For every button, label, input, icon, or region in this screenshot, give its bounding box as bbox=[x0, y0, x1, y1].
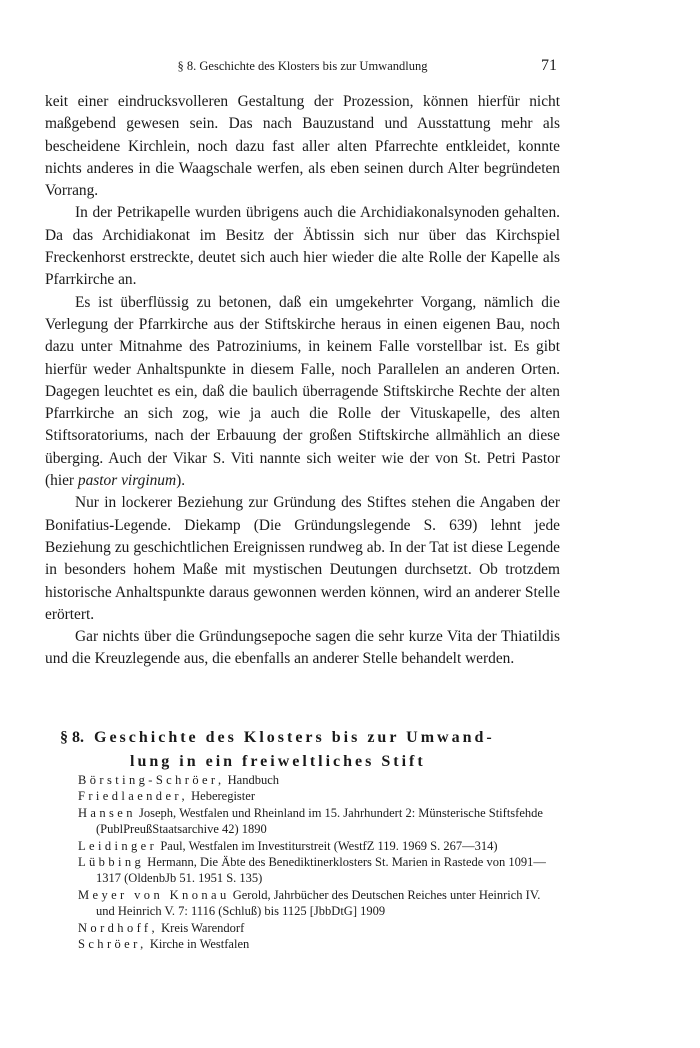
running-title: § 8. Geschichte des Klosters bis zur Umwandlung bbox=[177, 59, 428, 73]
bibliography-text: Hermann, Die Äbte des Benediktinerklosters St. Marien in Rastede von 1091—1317 (OldenbJb 51. 1951 S. 135) bbox=[96, 855, 546, 886]
paragraph-text: Gar nichts über die Gründungsepoche sagen die sehr kurze Vita der Thiatildis und die Kreuzlegende aus, die ebenfalls an anderer Stelle behandelt werden. bbox=[45, 628, 560, 668]
body-text bbox=[45, 91, 560, 671]
bibliography-author: Meyer von Knonau bbox=[78, 887, 230, 902]
bibliography-entry bbox=[78, 838, 558, 854]
page-number: 71 bbox=[541, 57, 557, 74]
bibliography-text: Joseph, Westfalen und Rheinland im 15. Jahrhundert 2: Münsterische Stiftsfehde (PublPreußStaatsarchive 42) 1890 bbox=[96, 805, 543, 837]
bibliography-author: Lübbing bbox=[78, 855, 145, 870]
section-title-line-1: Geschichte des Klosters bis zur Umwand- bbox=[94, 729, 495, 747]
bibliography-text: Kirche in Westfalen bbox=[146, 937, 250, 952]
paragraph bbox=[45, 202, 560, 291]
italic-term: pastor virginum bbox=[77, 472, 177, 490]
bibliography-author: Hansen bbox=[78, 805, 136, 820]
paragraph bbox=[45, 292, 560, 493]
paragraph-text: keit einer eindrucksvolleren Gestaltung der Prozession, können hierfür nicht maßgebend gewesen sein. Das nach Bauzustand und Ausstattung mehr als bescheidene Kirchlein, noch dazu fast aller alten Pfarrechte entkleidet, konnte nichts anderes in die Waagschale werfen, als eben seinen durch Alter begründeten Vorrang. bbox=[45, 93, 560, 200]
bibliography-author: Friedlaender, bbox=[78, 789, 188, 804]
bibliography-author: Börsting-Schröer, bbox=[78, 773, 225, 787]
bibliography-author: Nordhoff, bbox=[78, 920, 159, 935]
bibliography-entry bbox=[78, 920, 558, 936]
section-title-line-2: lung in ein freiweltliches Stift bbox=[130, 753, 426, 771]
paragraph-text: Es ist überflüssig zu betonen, daß ein umgekehrter Vorgang, nämlich die Verlegung der Pfarrkirche aus der Stiftskirche heraus in einen eigenen Bau, noch dazu unter Mitnahme des Patroziniums, in keinem Falle vorstellbar ist. Es gibt hierfür weder Anhaltspunkte in diesem Falle, noch Parallelen an anderen Orten. Dagegen leuchtet es ein, daß die baulich überragende Stiftskirche Rechte der alten Pfarrkirche an sich zog, wie ja auch die Rolle der Vituskapelle, des alten Stiftsoratoriums, nach der Erbauung der großen Stiftskirche allmählich an diese überging. Auch der Vikar S. Viti nannte sich weiter wie der von St. Petri Pastor (hier bbox=[45, 293, 560, 490]
section-sign: § 8. bbox=[60, 729, 84, 747]
bibliography-entry bbox=[78, 936, 558, 952]
paragraph-text: Nur in lockerer Beziehung zur Gründung des Stiftes stehen die Angaben der Bonifatius-Legende. Diekamp (Die Gründungslegende S. 639) lehnt jede Beziehung zu geschichtlichen Ereignissen rundweg ab. In der Tat ist diese Legende in besonders hohem Maße mit mystischen Deutungen durchsetzt. Ob trotzdem historische Anhaltspunkte daraus gewonnen werden können, wird an anderer Stelle erörtert. bbox=[45, 494, 560, 623]
paragraph bbox=[45, 91, 560, 202]
paragraph bbox=[45, 626, 560, 671]
bibliography-entry bbox=[78, 805, 558, 838]
paragraph-text: ). bbox=[176, 472, 186, 490]
paragraph bbox=[45, 492, 560, 626]
bibliography-entry bbox=[78, 854, 558, 887]
bibliography-text: Paul, Westfalen im Investiturstreit (WestfZ 119. 1969 S. 267—314) bbox=[157, 838, 498, 853]
running-head bbox=[45, 57, 560, 77]
bibliography-entry bbox=[78, 772, 558, 788]
bibliography-author: Schröer, bbox=[78, 937, 147, 952]
bibliography bbox=[78, 772, 558, 952]
bibliography-entry bbox=[78, 788, 558, 804]
bibliography-text: Handbuch bbox=[224, 773, 280, 787]
paragraph-text: In der Petrikapelle wurden übrigens auch die Archidiakonalsynoden gehalten. Da das Archidiakonat im Besitz der Äbtissin sich nur über das Kirchspiel Freckenhorst erstreckte, deutet sich auch hier wieder die alte Rolle der Kapelle als Pfarrkirche an. bbox=[45, 204, 560, 289]
section-heading bbox=[60, 726, 550, 774]
bibliography-text: Gerold, Jahrbücher des Deutschen Reiches unter Heinrich IV. und Heinrich V. 7: 1116 (Schluß) bis 1125 [JbbDtG] 1909 bbox=[96, 887, 541, 919]
bibliography-text: Kreis Warendorf bbox=[158, 920, 245, 935]
bibliography-entry bbox=[78, 887, 558, 920]
bibliography-author: Leidinger bbox=[78, 838, 158, 853]
bibliography-text: Heberegister bbox=[188, 789, 255, 804]
